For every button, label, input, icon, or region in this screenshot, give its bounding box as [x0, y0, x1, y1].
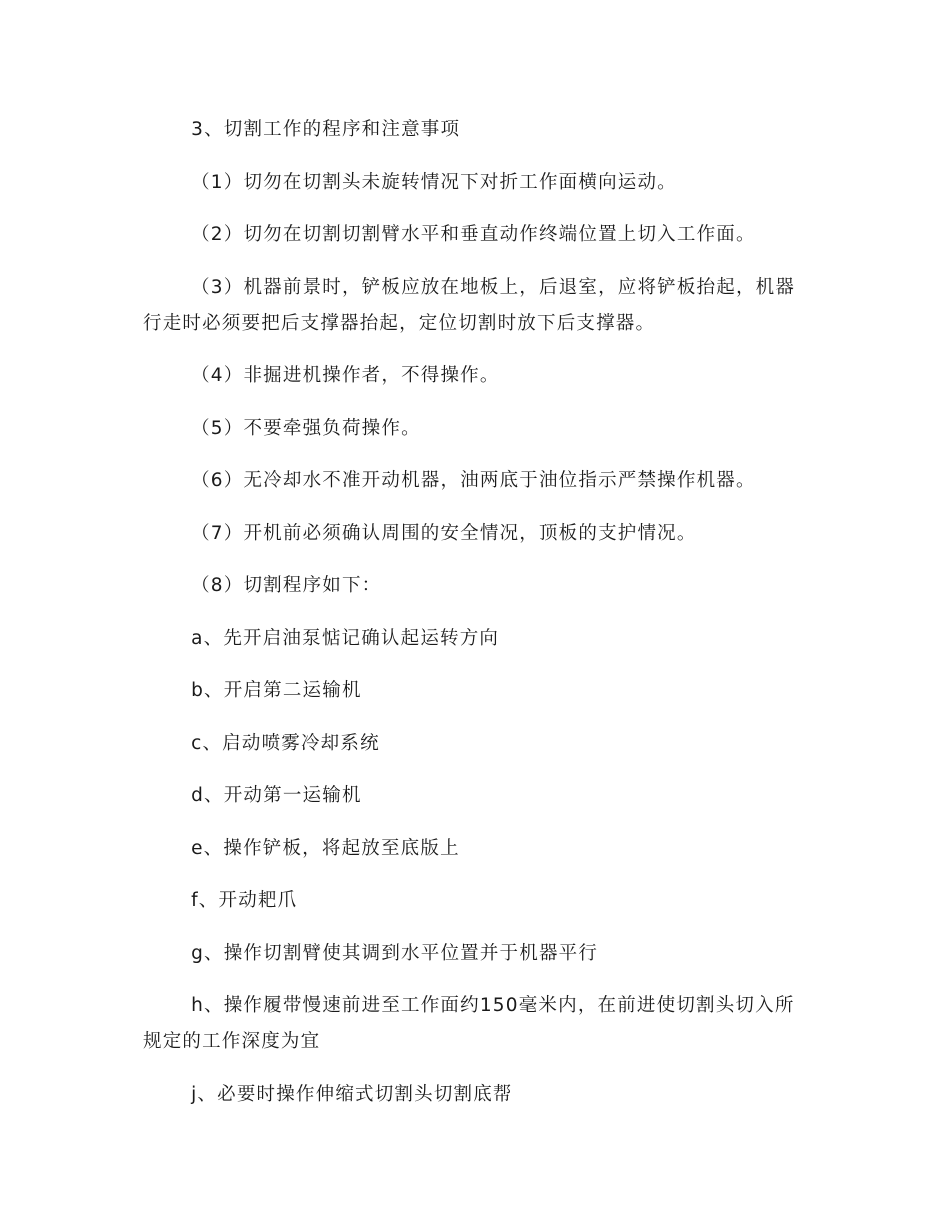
step-c: c、启动喷雾冷却系统 — [191, 732, 380, 754]
rule-item-4: （4）非掘进机操作者，不得操作。 — [191, 365, 500, 386]
step-g: g、操作切割臂使其调到水平位置并于机器平行 — [191, 942, 599, 964]
rule-item-6: （6）无冷却水不准开动机器，油两底于油位指示严禁操作机器。 — [191, 470, 756, 491]
document-body — [143, 112, 808, 1129]
rule-item-2: （2）切勿在切割切割臂水平和垂直动作终端位置上切入工作面。 — [191, 224, 756, 245]
rule-item-7: （7）开机前必须确认周围的安全情况，顶板的支护情况。 — [191, 522, 697, 544]
step-d: d、开动第一运输机 — [191, 785, 362, 806]
step-b: b、开启第二运输机 — [191, 680, 362, 701]
step-h: h、操作履带慢速前进至工作面约150毫米内，在前进使切割头切入所规定的工作深度为宜 — [143, 995, 795, 1052]
section-heading: 3、切割工作的程序和注意事项 — [191, 119, 461, 140]
step-e: e、操作铲板，将起放至底版上 — [191, 837, 460, 859]
step-a: a、先开启油泵惦记确认起运转方向 — [191, 627, 500, 649]
rule-item-3: （3）机器前景时，铲板应放在地板上，后退室，应将铲板抬起，机器行走时必须要把后支撑器抬起，定位切割时放下后支撑器。 — [143, 276, 796, 334]
step-f: f、开动耙爪 — [191, 890, 298, 911]
step-j: j、必要时操作伸缩式切割头切割底帮 — [191, 1083, 513, 1105]
rule-item-1: （1）切勿在切割头未旋转情况下对折工作面横向运动。 — [191, 171, 677, 193]
rule-item-5: （5）不要牵强负荷操作。 — [191, 417, 421, 439]
rule-item-8: （8）切割程序如下： — [191, 575, 382, 596]
